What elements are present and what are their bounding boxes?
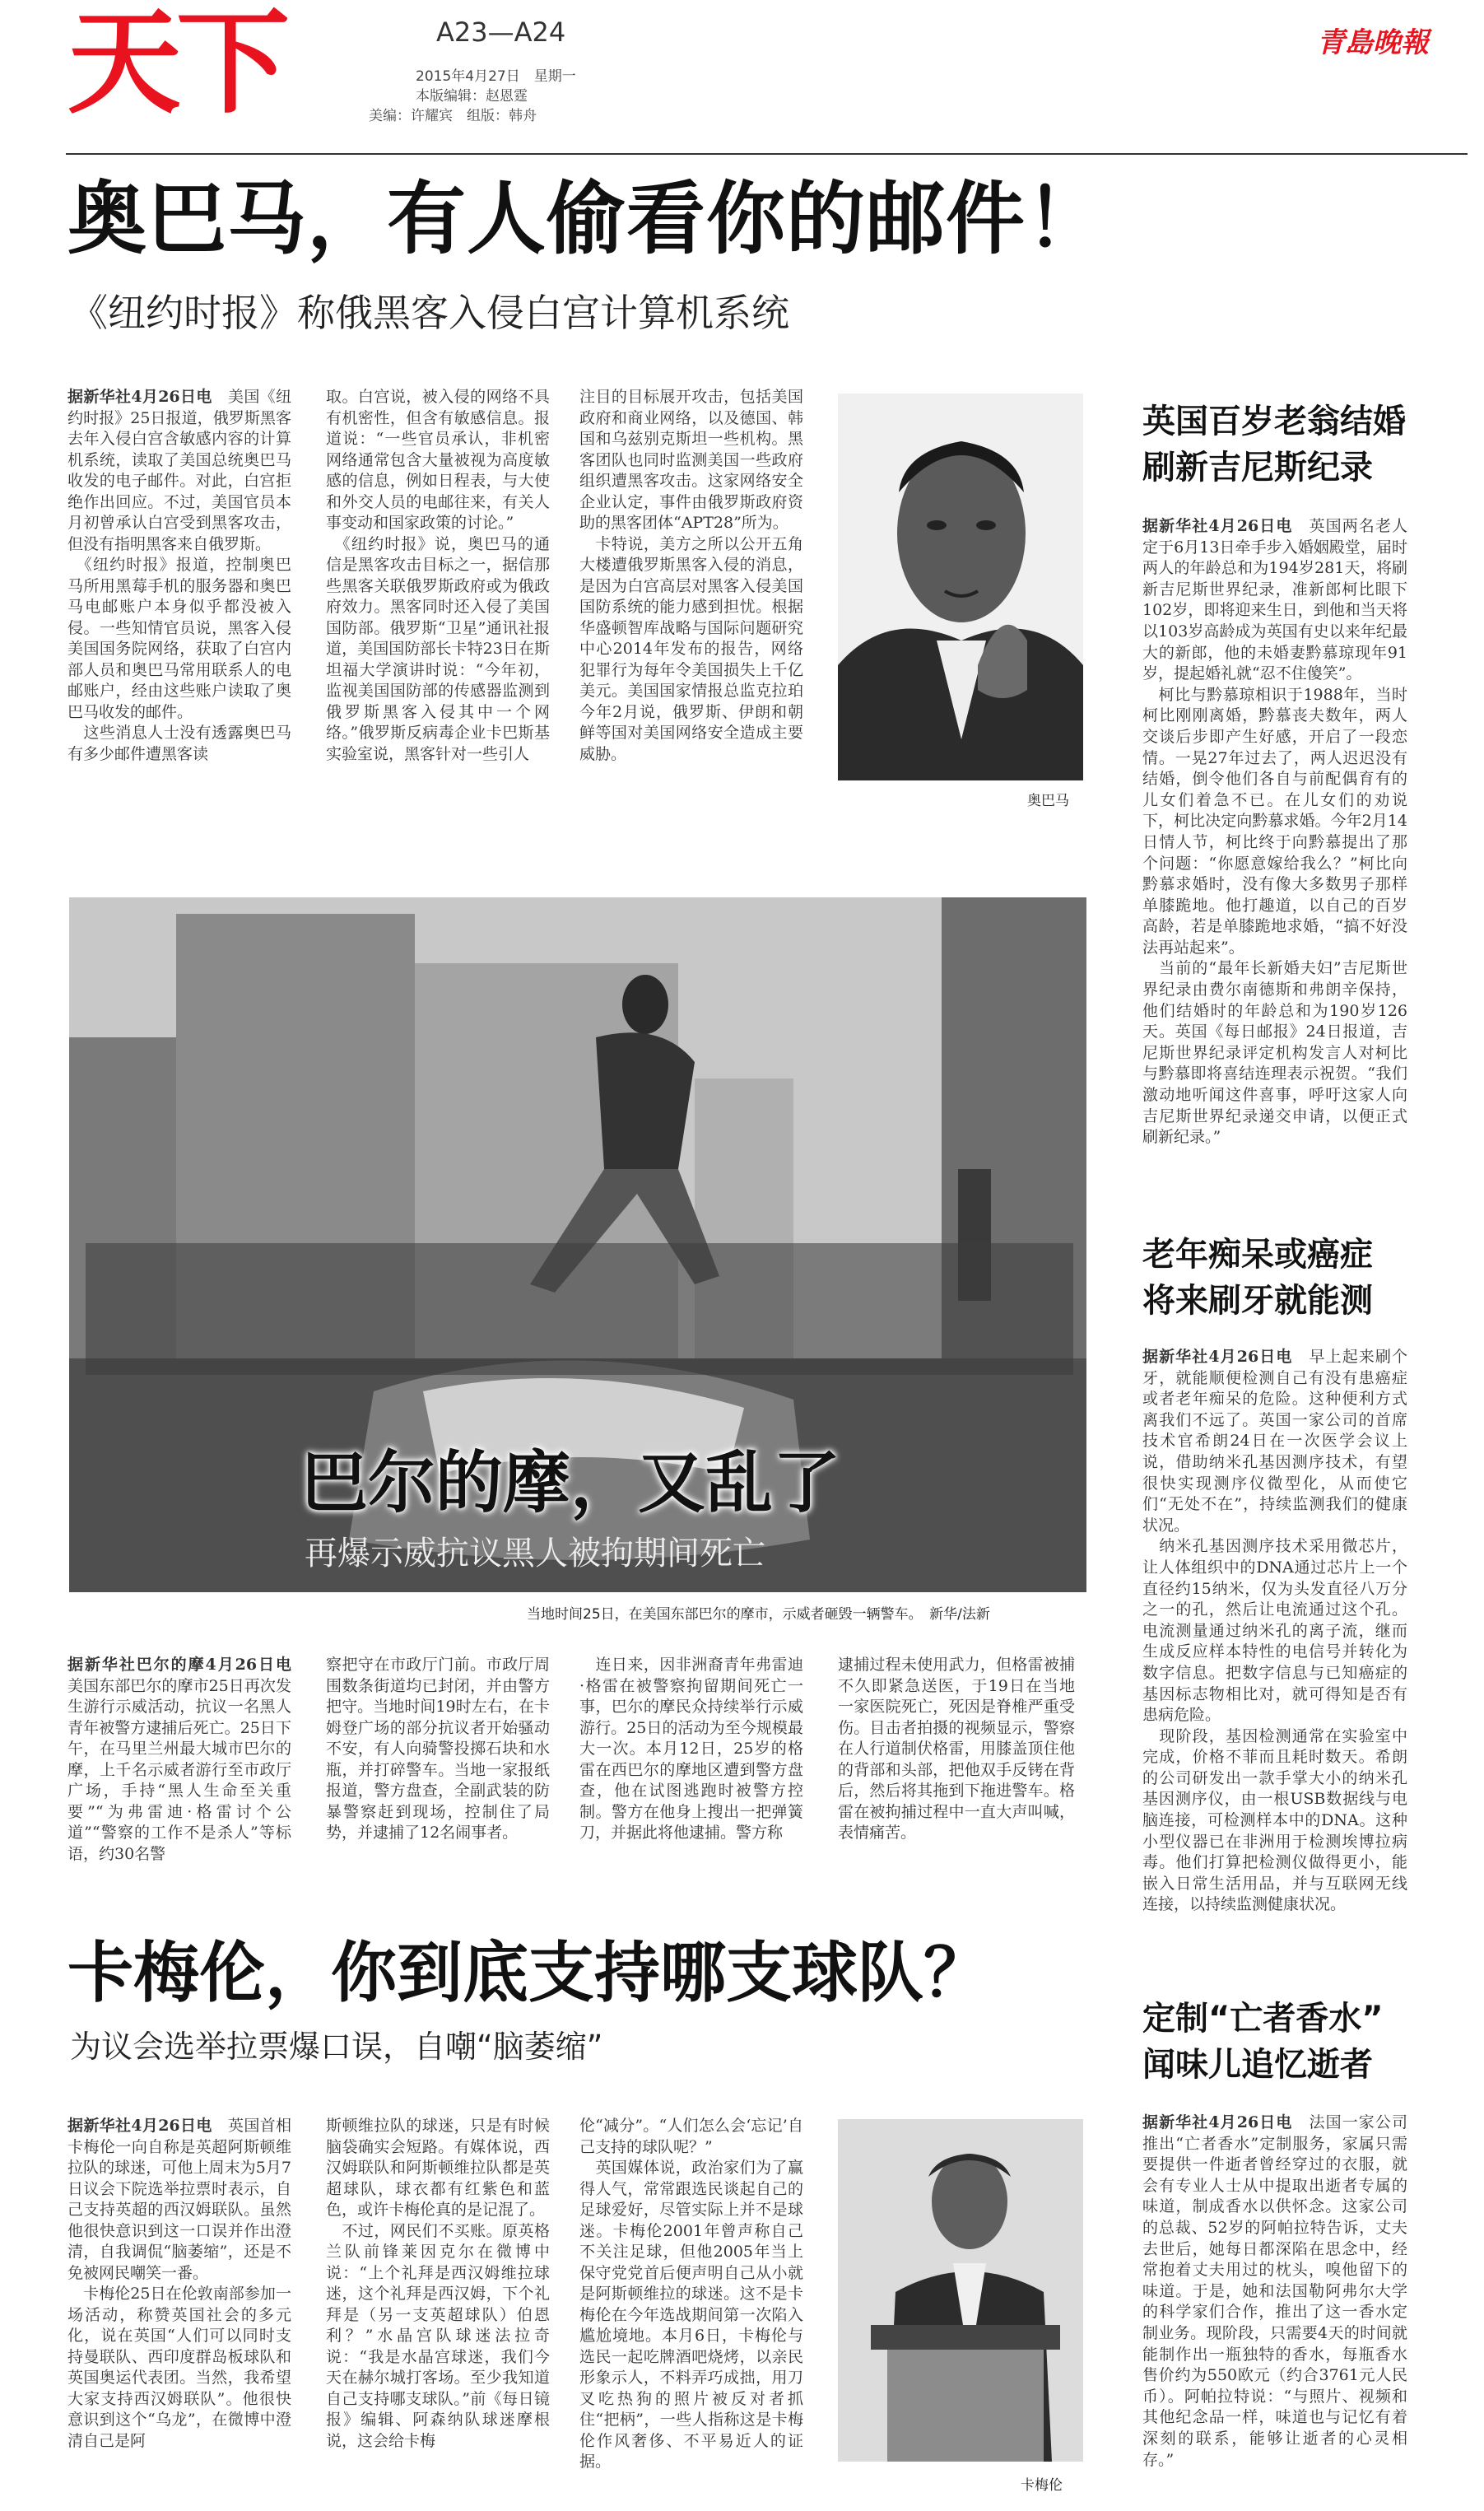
page-range: A23—A24 [436, 16, 566, 48]
obama-photo-art [838, 394, 1083, 780]
side2-dateline: 据新华社4月26日电 [1142, 1348, 1293, 1366]
cameron-photo-caption: 卡梅伦 [1021, 2477, 1063, 2494]
baltimore-photo-caption: 当地时间25日，在美国东部巴尔的摩市，示威者砸毁一辆警车。 新华/法新 [527, 1606, 990, 1623]
newspaper-logo: 青島晚報 [1317, 26, 1429, 59]
page-editor: 本版编辑：赵恩霆 [416, 88, 528, 105]
side3-dateline: 据新华社4月26日电 [1142, 2113, 1293, 2131]
side3-body [1142, 2113, 1407, 2499]
obama-photo [838, 394, 1083, 780]
story3-dateline: 据新华社4月26日电 [67, 2117, 212, 2135]
side2-text: 早上起来刷个牙，就能顺便检测自己有没有患癌症或者老年痴呆的危险。这种便利方式离我们不远了。英国一家公司的首席技术官希朗24日在一次医学会议上说，借助纳米孔基因测序技术，有望很快实现测序仪微型化，从而使它们“无处不在”，持续监测我们的健康状况。 纳米孔基因测序技术采用微芯片，让人体组织中的DNA通过芯片上一个直径约15纳米，仅为头发直径八万分之一的孔，然后让电流通过这个孔。电流测量通过纳米孔的离子流，继而生成反应样本特性的电信号并转化为数字信息。把数字信息与已知癌症的基因标志物相比对，就可得知是否有患病危险。 现阶段，基因检测通常在实验室中完成，价格不菲而且耗时数天。希朗的公司研发出一款手掌大小的纳米孔基因测序仪，由一根USB数据线与电脑连接，可检测样本中的DNA。这种小型仪器已在非洲用于检测埃博拉病毒。他们打算把检测仪做得更小，能嵌入日常生活用品，并与互联网无线连接，以持续监测健康状况。 [1142, 1348, 1407, 1914]
story1-headline: 奥巴马，有人偷看你的邮件！ [67, 173, 1105, 265]
side1-text: 英国两名老人定于6月13日牵手步入婚姻殿堂，届时两人的年龄总和为194岁281天，将刷新吉尼斯世界纪录，准新郎柯比眼下102岁，即将迎来生日，到他和当天将以103岁高龄成为英国有史以来年纪最大的新郎，他的未婚妻黔慕琼现年91岁，提起婚礼就“忍不住傻笑”。 柯比与黔慕琼相识于1988年，当时柯比刚刚离婚，黔慕丧夫数年，两人交谈后步即产生好感，开启了一段恋情。一晃27年过去了，两人迟迟没有结婚，倒令他们各自与前配偶育有的儿女们着急不已。在儿女们的劝说下，柯比决定向黔慕求婚。今年2月14日情人节，柯比终于向黔慕提出了那个问题：“你愿意嫁给我么？”柯比向黔慕求婚时，没有像大多数男子那样单膝跪地。他打趣道，以自己的百岁高龄，若是单膝跪地求婚，“搞不好没法再站起来”。 当前的“最年长新婚夫妇”吉尼斯世界纪录由费尔南德斯和弗朗辛保持，他们结婚时的年龄总和为190岁126天。英国《每日邮报》24日报道，吉尼斯世界纪录评定机构发言人对柯比与黔慕即将喜结连理表示祝贺。“我们激动地听闻这件喜事，呼吁这家人向吉尼斯世界纪录递交申请，以便正式刷新纪录。” [1142, 517, 1407, 1147]
story1-dateline: 据新华社4月26日电 [67, 388, 212, 406]
side1-dateline: 据新华社4月26日电 [1142, 517, 1293, 535]
side1-body [1142, 516, 1407, 1191]
side1-headline: 英国百岁老翁结婚 刷新吉尼斯纪录 [1142, 403, 1406, 487]
story2-subhead: 再爆示威抗议黑人被拘期间死亡 [305, 1535, 765, 1572]
story3-col1-text: 英国首相卡梅伦一向自称是英超阿斯顿维拉队的球迷，可他上周末为5月7日议会下院选举拉票时表示，自己支持英超的西汉姆联队。虽然他很快意识到这一口误并作出澄清，自我调侃“脑萎缩”，还是不免被网民嘲笑一番。 卡梅伦25日在伦敦南部参加一场活动，称赞英国社会的多元化，说在英国“人们可以同时支持曼联队、西印度群岛板球队和英国奥运代表团。当然，我希望大家支持西汉姆联队”。他很快意识到这个“乌龙”，在微博中澄清自己是阿 [67, 2117, 291, 2450]
cameron-photo [838, 2119, 1083, 2462]
story3-headline: 卡梅伦，你到底支持哪支球队？ [67, 1935, 989, 2011]
story2-column-4: 逮捕过程未使用武力，但格雷被捕不久即紧急送医，于19日在当地一家医院死亡，死因是脊椎严重受伤。目击者拍摄的视频显示，警察在人行道制伏格雷，用膝盖顶住他的背部和头部，把他双手反铐在背后，然后将其拖到下拖进警车。格雷在被拘捕过程中一直大声叫喊，表情痛苦。 [838, 1656, 1075, 1842]
side3-text: 法国一家公司推出“亡者香水”定制服务，家属只需要提供一件逝者曾经穿过的衣服，就会有专业人士从中提取出逝者专属的味道，制成香水以供怀念。这家公司的总裁、52岁的阿帕拉特告诉，丈夫去世后，她每日都深陷在思念中，经常抱着丈夫用过的枕头，嗅他留下的味道。于是，她和法国勒阿弗尔大学的科学家们合作，推出了这一香水定制业务。现阶段，只需要4天的时间就能制作出一瓶独特的香水，每瓶香水售价约为550欧元（约合3761元人民币）。阿帕拉特说：“与照片、视频和其他纪念品一样，味道也与记忆有着深刻的联系，能够让逝者的心灵相存。” [1142, 2113, 1407, 2469]
story2-dateline: 据新华社巴尔的摩4月26日电 [67, 1656, 291, 1674]
story2-headline: 巴尔的摩，又乱了 [300, 1444, 841, 1522]
cameron-photo-art [838, 2119, 1083, 2462]
story3-column-1 [67, 2116, 291, 2507]
story3-subhead: 为议会选举拉票爆口误，自嘲“脑萎缩” [70, 2029, 603, 2065]
obama-photo-caption: 奥巴马 [1027, 793, 1069, 809]
issue-date: 2015年4月27日 星期一 [416, 68, 576, 85]
story1-subhead: 《纽约时报》称俄黑客入侵白宫计算机系统 [70, 291, 789, 335]
side2-body [1142, 1347, 1407, 1973]
story1-column-2: 取。白宫说，被入侵的网络不具有机密性，但含有敏感信息。报道说：“一些官员承认，非机密网络通常包含大量被视为高度敏感的信息，例如日程表，与大使和外交人员的电邮往来，有关人事变动和国家政策的讨论。” 《纽约时报》说，奥巴马的通信是黑客攻击目标之一，据信那些黑客关联俄罗斯政府或为俄政府效力。黑客同时还入侵了美国国防部。俄罗斯“卫星”通讯社报道，美国国防部长卡特23日在斯坦福大学演讲时说：“今年初，监视美国国防部的传感器监测到俄罗斯黑客入侵其中一个网络。”俄罗斯反病毒企业卡巴斯基实验室说，黑客针对一些引人 [326, 388, 550, 763]
page-designer: 美编：许耀宾 组版：韩舟 [369, 108, 537, 124]
story2-col1-text: 美国东部巴尔的摩市25日再次发生游行示威活动，抗议一名黑人青年被警方逮捕后死亡。25日下午，在马里兰州最大城市巴尔的摩，上千名示威者游行至市政厅广场，手持“黑人生命至关重要”“为弗雷迪·格雷讨个公道”“警察的工作不是杀人”等标语，约30名警 [67, 1656, 308, 1863]
story2-column-3: 连日来，因非洲裔青年弗雷迪·格雷在被警察拘留期间死亡一事，巴尔的摩民众持续举行示威游行。25日的活动为至今规模最大一次。本月12日，25岁的格雷在西巴尔的摩地区遭到警方盘查，他在试图逃跑时被警方控制。警方在他身上搜出一把弹簧刀，并据此将他逮捕。警方称 [579, 1656, 803, 1842]
masthead-rule [66, 153, 1468, 155]
story3-column-3: 伦“减分”。“人们怎么会‘忘记’自己支持的球队呢？” 英国媒体说，政治家们为了赢得人气，常常跟选民谈起自己的足球爱好，尽管实际上并不是球迷。卡梅伦2001年曾声称自己不关注足球，但他2005年当上保守党党首后便声明自己从小就是阿斯顿维拉的球迷。这不是卡梅伦在今年选战期间第一次陷入尴尬境地。本月6日，卡梅伦与选民一起吃牌酒吧烧烤，以亲民形象示人，不料弄巧成拙，用刀叉吃热狗的照片被反对者抓住“把柄”，一些人指称这是卡梅伦作风奢侈、不平易近人的证据。 [579, 2117, 803, 2471]
section-title: 天下 [67, 0, 286, 129]
story1-col1-text: 美国《纽约时报》25日报道，俄罗斯黑客去年入侵白宫含敏感内容的计算机系统，读取了美国总统奥巴马收发的电子邮件。对此，白宫拒绝作出回应。不过，美国官员本月初曾承认白宫受到黑客攻击，但没有指明黑客来自俄罗斯。 《纽约时报》报道，控制奥巴马所用黑莓手机的服务器和奥巴马电邮账户本身似乎都没被入侵。一些知情官员说，黑客入侵美国国务院网络，获取了白宫内部人员和奥巴马常用联系人的电邮账户，经由这些账户读取了奥巴马收发的邮件。 这些消息人士没有透露奥巴马有多少邮件遭黑客读 [67, 388, 291, 763]
side2-headline: 老年痴呆或癌症 将来刷牙就能测 [1142, 1236, 1373, 1320]
story2-column-1 [67, 1655, 308, 1881]
story3-column-2: 斯顿维拉队的球迷，只是有时候脑袋确实会短路。有媒体说，西汉姆联队和阿斯顿维拉队都是英超球队，球衣都有红紫色和蓝色，或许卡梅伦真的是记混了。 不过，网民们不买账。原英格兰队前锋莱因克尔在微博中说：“上个礼拜是西汉姆维拉球迷，这个礼拜是西汉姆，下个礼拜是（另一支英超球队）伯恩利？”水晶宫队球迷法拉奇说：“我是水晶宫球迷，我们今天在赫尔城打客场。至少我知道自己支持哪支球队。”前《每日镜报》编辑、阿森纳队球迷摩根说，这会给卡梅 [326, 2117, 550, 2450]
side3-headline: 定制“亡者香水” 闻味儿追忆逝者 [1142, 2000, 1384, 2084]
story1-column-1 [67, 387, 291, 836]
story2-column-2: 察把守在市政厅门前。市政厅周围数条街道均已封闭，并由警方把守。当地时间19时左右，在卡姆登广场的部分抗议者开始骚动不安，有人向骑警投掷石块和水瓶，并打碎警车。当地一家报纸报道，警方盘查，全副武装的防暴警察赶到现场，控制住了局势，并逮捕了12名闹事者。 [326, 1656, 550, 1842]
story1-column-3: 注目的目标展开攻击，包括美国政府和商业网络，以及德国、韩国和乌兹别克斯坦一些机构。黑客团队也同时监测美国一些政府组织遭黑客攻击。这家网络安全企业认定，事件由俄罗斯政府资助的黑客团体“APT28”所为。 卡特说，美方之所以公开五角大楼遭俄罗斯黑客入侵的消息，是因为白宫高层对黑客入侵美国国防系统的能力感到担忧。根据华盛顿智库战略与国际问题研究中心2014年发布的报告，网络犯罪行为每年令美国损失上千亿美元。美国国家情报总监克拉珀今年2月说，俄罗斯、伊朗和朝鲜等国对美国网络安全造成主要威胁。 [579, 388, 803, 763]
